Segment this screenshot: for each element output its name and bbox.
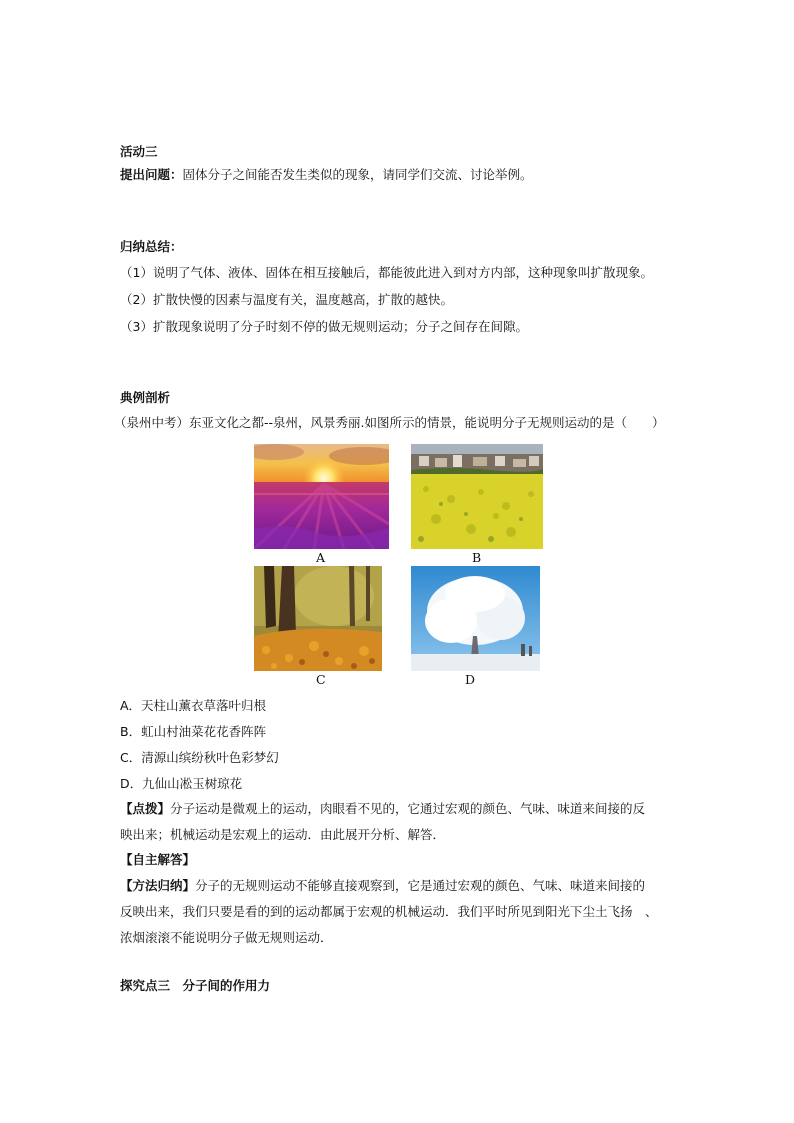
question-line: [120, 166, 533, 184]
self-answer-label: 【自主解答】: [120, 852, 196, 867]
summary-item-1: （1）说明了气体、液体、固体在相互接触后，都能彼此进入到对方内部，这种现象叫扩散现象。: [120, 265, 653, 280]
question-label: 提出问题：: [120, 167, 183, 182]
option-b: B．虹山村油菜花花香阵阵: [120, 724, 267, 739]
hint-line-2: 映出来；机械运动是宏观上的运动．由此展开分析、解答．: [120, 827, 446, 842]
hint-text-1: 分子运动是微观上的运动，肉眼看不见的，它通过宏观的颜色、气味、味道来间接的反: [170, 801, 646, 816]
method-line-2: 反映出来，我们只要是看的到的运动都属于宏观的机械运动．我们平时所见到阳光下尘土飞扬 、: [120, 904, 658, 919]
method-line-1: [120, 877, 645, 895]
section-heading: 探究点三 分子间的作用力: [120, 978, 271, 993]
option-a: A．天柱山薰衣草落叶归根: [120, 698, 267, 713]
hint-line-1: [120, 800, 645, 818]
hint-label: 【点拨】: [120, 801, 171, 816]
activity-heading: 活动三: [120, 144, 158, 159]
example-question: （泉州中考）东亚文化之都--泉州，风景秀丽.如图所示的情景，能说明分子无规则运动的是（ ）: [114, 415, 665, 430]
image-label-b: B: [472, 550, 482, 565]
option-c: C．清源山缤纷秋叶色彩梦幻: [120, 750, 279, 765]
summary-item-3: （3）扩散现象说明了分子时刻不停的做无规则运动；分子之间存在间隙。: [120, 319, 528, 334]
photo-a-lavender: [254, 444, 389, 549]
image-label-d: D: [465, 672, 476, 687]
photo-b-rapeseed: [411, 444, 543, 549]
summary-heading: 归纳总结：: [120, 239, 183, 254]
example-heading: 典例剖析: [120, 390, 171, 405]
question-text: 固体分子之间能否发生类似的现象，请同学们交流、讨论举例。: [182, 167, 533, 182]
method-line-3: 浓烟滚滚不能说明分子做无规则运动．: [120, 930, 333, 945]
option-d: D．九仙山凇玉树琼花: [120, 776, 243, 791]
photo-d-rime-tree: [411, 566, 540, 671]
image-label-c: C: [316, 672, 326, 687]
method-label: 【方法归纳】: [120, 878, 196, 893]
summary-item-2: （2）扩散快慢的因素与温度有关，温度越高，扩散的越快。: [120, 292, 453, 307]
photo-c-autumn: [254, 566, 382, 671]
method-text-1: 分子的无规则运动不能够直接观察到，它是通过宏观的颜色、气味、味道来间接的: [195, 878, 646, 893]
image-label-a: A: [316, 550, 326, 565]
